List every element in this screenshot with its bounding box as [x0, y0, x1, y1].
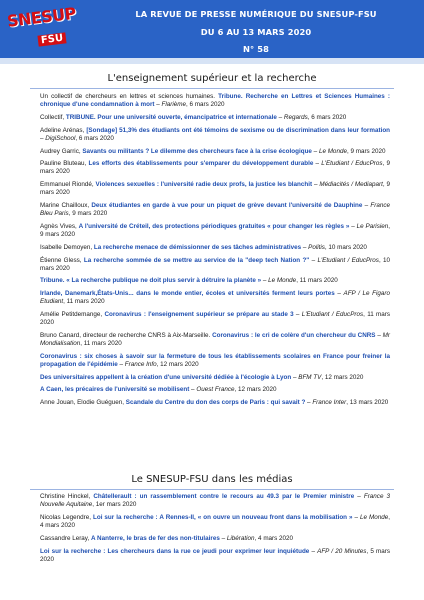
article-link[interactable]: Loi sur la recherche : Les chercheurs dans la rue ce jeudi pour exprimer leur inquiétude [40, 547, 310, 555]
entry-source: France Info [124, 361, 157, 369]
entry-source: France Inter [312, 399, 347, 407]
entry-date: , 6 mars 2020 [186, 101, 225, 109]
entry-author: Nicolas Legendre, [40, 513, 91, 521]
press-entry: Agnès Vives, A l'université de Créteil, des protections périodiques gratuites « pour changer les règles » – Le Parisien, 9 mars 2020 [40, 222, 390, 239]
entry-source: Mr Mondialisation [40, 331, 390, 348]
entry-source: L'Etudiant / EducPros [317, 256, 379, 264]
press-entry: Audrey Garric, Savants ou militants ? Le dilemme des chercheurs face à la crise écologique – Le Monde, 9 mars 2020 [40, 147, 386, 155]
entry-author: Cassandre Leray, [40, 534, 90, 542]
article-link[interactable]: La recherche sommée de se mettre au service de la "deep tech Nation ?" [83, 256, 310, 264]
press-entry: Marine Chailloux, Deux étudiantes en garde à vue pour un piquet de grève devant l'université de Dauphine – France Bleu Paris, 9 mars 2020 [40, 202, 390, 218]
press-entry: Anne Jouan, Elodie Guéguen, Scandale du Centre du don des corps de Paris : qui savait ? – France Inter, 13 mars 2020 [40, 399, 389, 407]
entry-date: , 12 mars 2020 [321, 373, 364, 381]
entry-date: , 13 mars 2020 [346, 399, 389, 407]
article-link[interactable]: TRIBUNE. Pour une université ouverte, émancipatrice et internationale [65, 113, 277, 121]
article-link[interactable]: Coronavirus : six choses à savoir sur la fermeture de tous les établissements scolaires en France pour freiner la propagation de l'épidémie [40, 352, 390, 369]
press-entry: Bruno Canard, directeur de recherche CNRS à Aix-Marseille. Coronavirus : le cri de colère d'un chercheur du CNRS – Mr Mondialisation, 11 mars 2020 [40, 331, 390, 348]
entry-date: , 1er mars 2020 [92, 501, 137, 509]
entry-date: , 4 mars 2020 [40, 513, 390, 530]
entry-source: Médiacités / Mediapart [319, 181, 383, 189]
press-entry: Irlande, Danemark,États-Unis... dans le monde entier, écoles et universités ferment leurs portes – AFP / Le Figaro Etudiant, 11 mars 2020 [40, 290, 390, 306]
entry-date: , 9 mars 2020 [40, 181, 390, 197]
entry-source: AFP / Le Figaro Etudiant [40, 290, 390, 306]
entry-author: Bruno Canard, directeur de recherche CNRS à Aix-Marseille. [40, 331, 211, 339]
entry-source: DigiSchool [45, 134, 76, 142]
press-entry: Cassandre Leray, A Nanterre, le bras de fer des non-titulaires – Libération, 4 mars 2020 [40, 534, 294, 542]
entry-author: Collectif, [40, 113, 65, 121]
entry-source: Le Monde [268, 277, 297, 285]
article-link[interactable]: [Sondage] 51,3% des étudiants ont été témoins de sexisme ou de discrimination dans leur formation [86, 126, 391, 134]
entry-author: Isabelle Demoyen, [40, 243, 93, 251]
logo-main-text: SNESUP [6, 3, 77, 31]
entry-source: L'Etudiant / EducPros [321, 160, 383, 168]
entry-source: Le Monde [359, 513, 389, 521]
entry-author: Christine Hinckel, [40, 493, 91, 500]
entry-source: Politis [308, 243, 325, 251]
entry-date: , 6 mars 2020 [307, 113, 347, 121]
article-link[interactable]: Des universitaires appellent à la création d'une université dédiée à l'écologie à Lyon [40, 373, 292, 381]
article-link[interactable]: La recherche menace de démissionner de ses tâches administratives [93, 243, 302, 251]
article-link[interactable]: A Caen, les précaires de l'université se mobilisent [40, 386, 190, 394]
entry-author: Marine Chailloux, [40, 202, 90, 210]
press-entry: Étienne Gless, La recherche sommée de se mettre au service de la "deep tech Nation ?" – L'Etudiant / EducPros, 10 mars 2020 [40, 256, 391, 272]
press-entry: Tribune. « La recherche publique ne doit plus servir à détruire la planète » – Le Monde, 11 mars 2020 [40, 277, 338, 285]
snesup-logo [4, 3, 86, 56]
entry-source: Flarième [161, 101, 187, 109]
article-link[interactable]: Irlande, Danemark,États-Unis... dans le monde entier, écoles et universités ferment leurs portes [40, 290, 335, 298]
article-link[interactable]: Châtellerault : un rassemblement contre le recours au 49.3 par le Premier ministre [93, 493, 355, 500]
entry-author: Anne Jouan, Elodie Guéguen, [40, 399, 125, 407]
press-entry: Amélie Petitdemange, Coronavirus : l'enseignement supérieur se prépare au stade 3 – L'Etudiant / EducPros, 11 mars 2020 [40, 311, 391, 327]
press-list-media [40, 493, 390, 568]
press-entry: Coronavirus : six choses à savoir sur la fermeture de tous les établissements scolaires en France pour freiner la propagation de l'épidémie – France Info, 12 mars 2020 [40, 352, 390, 369]
entry-source: Regards [283, 113, 308, 121]
article-link[interactable]: Violences sexuelles : l'université radie deux profs, la justice les blanchit [95, 181, 313, 189]
press-entry: A Caen, les précaires de l'université se mobilisent – Ouest France, 12 mars 2020 [40, 386, 277, 394]
section-title-media: Le SNESUP-FSU dans les médias [131, 474, 293, 485]
header-underline [0, 58, 424, 64]
entry-date: , 12 mars 2020 [234, 386, 277, 394]
entry-author: Pauline Bluteau, [40, 160, 87, 168]
article-link[interactable]: Tribune. « La recherche publique ne doit plus servir à détruire la planète » [40, 277, 262, 285]
entry-date: , 5 mars 2020 [40, 547, 390, 563]
entry-date: , 9 mars 2020 [346, 147, 386, 155]
press-entry: Un collectif de chercheurs en lettres et sciences humaines. Tribune. Recherche en Lettres et Sciences Humaines : chronique d'une condamnation à mort – Flarième, 6 mars 2020 [40, 93, 390, 109]
entry-source: Le Monde [318, 147, 347, 155]
entry-author: Étienne Gless, [40, 256, 82, 264]
entry-author: Emmanuel Riondé, [40, 181, 94, 189]
article-link[interactable]: A Nanterre, le bras de fer des non-titulaires [90, 534, 220, 542]
entry-date: , 10 mars 2020 [40, 256, 391, 272]
header-date-range: DU 6 AU 13 MARS 2020 [200, 27, 312, 37]
press-entry: Des universitaires appellent à la création d'une université dédiée à l'écologie à Lyon – BFM TV, 12 mars 2020 [40, 373, 364, 381]
article-link[interactable]: Coronavirus : l'enseignement supérieur se prépare au stade 3 [104, 311, 294, 319]
press-entry: Christine Hinckel, Châtellerault : un rassemblement contre le recours au 49.3 par le Premier ministre – France 3 Nouvelle Aquitaine, 1er mars 2020 [40, 493, 390, 509]
entry-source: AFP / 20 Minutes [317, 547, 367, 555]
press-entry: Nicolas Legendre, Loi sur la recherche : A Rennes-II, « on ouvre un nouveau front dans la mobilisation » – Le Monde, 4 mars 2020 [40, 513, 390, 530]
entry-author: Audrey Garric, [40, 147, 81, 155]
article-link[interactable]: Deux étudiantes en garde à vue pour un piquet de grève devant l'université de Dauphine [91, 202, 363, 210]
press-entry: Loi sur la recherche : Les chercheurs dans la rue ce jeudi pour exprimer leur inquiétude – AFP / 20 Minutes, 5 mars 2020 [40, 547, 390, 563]
header-title: LA REVUE DE PRESSE NUMÉRIQUE DU SNESUP-FSU [135, 9, 377, 19]
press-entry: Emmanuel Riondé, Violences sexuelles : l'université radie deux profs, la justice les blanchit – Médiacités / Mediapart, 9 mars 2020 [40, 181, 390, 197]
entry-source: France Bleu Paris [40, 202, 390, 218]
entry-author: Amélie Petitdemange, [40, 311, 103, 319]
press-entry: Collectif, TRIBUNE. Pour une université ouverte, émancipatrice et internationale – Regards, 6 mars 2020 [40, 113, 347, 121]
entry-author: Adeline Arénas, [40, 126, 85, 134]
entry-date: , 11 mars 2020 [296, 277, 338, 285]
press-entry: Isabelle Demoyen, La recherche menace de démissionner de ses tâches administratives – Politis, 10 mars 2020 [40, 243, 367, 251]
entry-date: , 10 mars 2020 [324, 243, 367, 251]
entry-date: , 9 mars 2020 [68, 210, 108, 218]
header-banner [0, 0, 424, 64]
article-link[interactable]: A l'université de Créteil, des protections périodiques gratuites « pour changer les règles » [78, 222, 350, 230]
section-title-higher-education: L'enseignement supérieur et la recherche [107, 73, 317, 84]
entry-source: Ouest France [196, 386, 235, 394]
entry-date: , 11 mars 2020 [40, 311, 391, 327]
entry-date: , 9 mars 2020 [40, 160, 390, 176]
entry-date: , 4 mars 2020 [254, 534, 294, 542]
logo-sub-text: FSU [37, 32, 66, 46]
article-link[interactable]: Coronavirus : le cri de colère d'un chercheur du CNRS [212, 331, 376, 339]
article-link[interactable]: Les efforts des établissements pour s'emparer du développement durable [88, 160, 314, 168]
article-link[interactable]: Savants ou militants ? Le dilemme des chercheurs face à la crise écologique [82, 147, 312, 155]
section-divider [30, 88, 394, 89]
article-link[interactable]: Scandale du Centre du don des corps de Paris : qui savait ? [125, 399, 306, 407]
header-issue-number: N° 58 [242, 44, 270, 54]
press-entry: Pauline Bluteau, Les efforts des établissements pour s'emparer du développement durable – L'Etudiant / EducPros, 9 mars 2020 [40, 160, 390, 176]
entry-source: Le Parisien [356, 222, 389, 230]
entry-source: France 3 Nouvelle Aquitaine [40, 493, 390, 509]
entry-date: , 11 mars 2020 [80, 340, 122, 348]
article-link[interactable]: Loi sur la recherche : A Rennes-II, « on ouvre un nouveau front dans la mobilisation » [93, 513, 353, 521]
section-divider [30, 489, 394, 490]
entry-source: L'Etudiant / EducPros [301, 311, 364, 319]
entry-date: , 6 mars 2020 [75, 134, 114, 142]
entry-date: , 12 mars 2020 [156, 361, 199, 369]
article-link[interactable]: Tribune. Recherche en Lettres et Sciences Humaines : chronique d'une condamnation à mort [40, 93, 390, 109]
entry-source: BFM TV [298, 373, 322, 381]
entry-author: Un collectif de chercheurs en lettres et sciences humaines. [40, 93, 216, 100]
entry-source: Libération [226, 534, 255, 542]
entry-date: , 11 mars 2020 [63, 298, 105, 306]
press-list-higher-education [40, 93, 390, 412]
press-entry: Adeline Arénas, [Sondage] 51,3% des étudiants ont été témoins de sexisme ou de discrimination dans leur formation – DigiSchool, 6 mars 2020 [40, 126, 391, 142]
entry-date: , 9 mars 2020 [40, 222, 390, 239]
entry-author: Agnès Vives, [40, 222, 77, 230]
